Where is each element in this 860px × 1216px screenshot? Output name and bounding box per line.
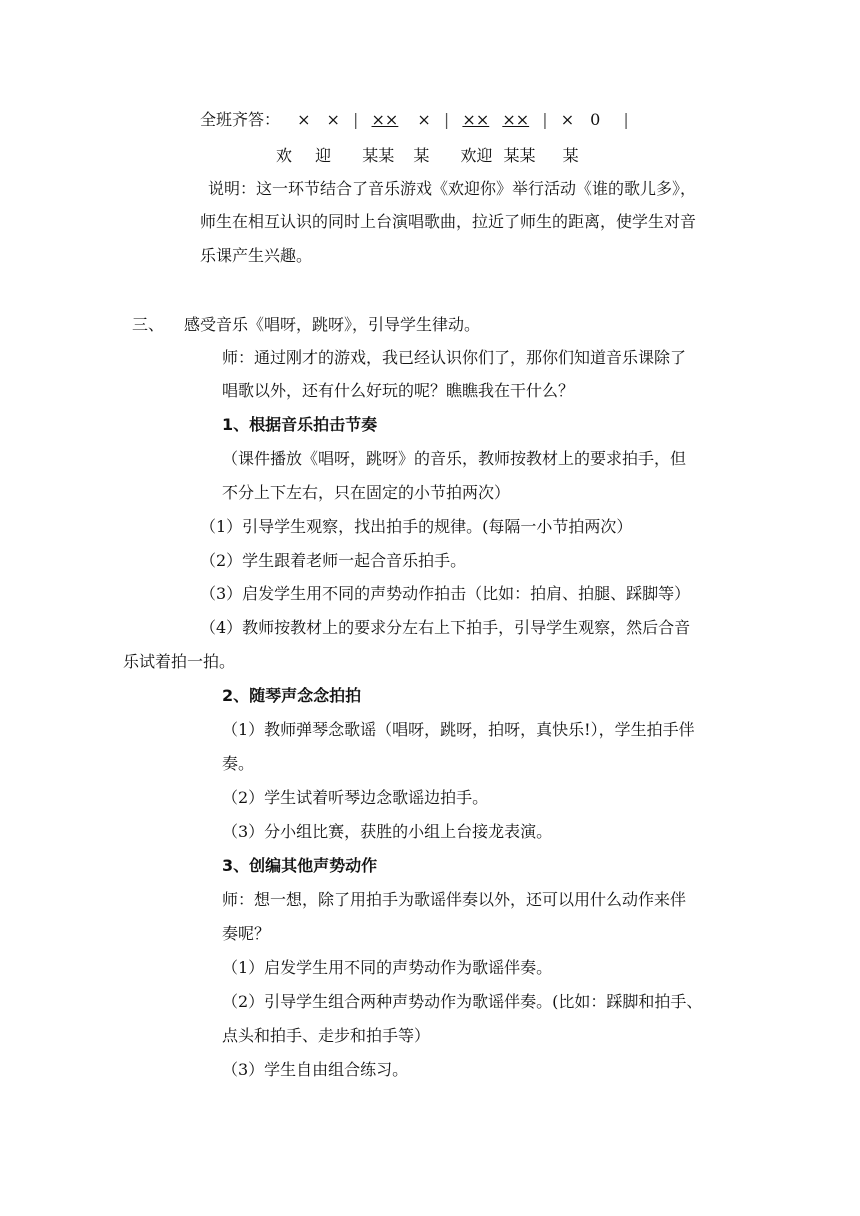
rhythm-measure-1: × × <box>297 110 340 129</box>
lyric-word: 某 <box>413 146 430 165</box>
rhythm-measure-4: × 0 <box>560 110 601 129</box>
section-number: 三、 <box>132 315 165 334</box>
body-line: 师：想一想，除了用拍手为歌谣伴奏以外，还可以用什么动作来伴 <box>222 890 687 909</box>
body-line: （1）启发学生用不同的声势动作为歌谣伴奏。 <box>222 958 553 977</box>
note-line: 说明：这一环节结合了音乐游戏《欢迎你》举行活动《谁的歌儿多》， <box>208 179 697 198</box>
lyric-word: 欢迎 <box>460 146 493 165</box>
rhythm-line <box>200 108 637 132</box>
lyric-word: 某某 <box>503 146 536 165</box>
rhythm-measure-3a: ×× <box>462 110 490 129</box>
lyric-word: 欢 <box>276 146 293 165</box>
body-line: 不分上下左右，只在固定的小节拍两次） <box>222 483 511 502</box>
rhythm-measure-2a: ×× <box>371 110 399 129</box>
body-line: （课件播放《唱呀，跳呀》的音乐，教师按教材上的要求拍手，但 <box>222 449 687 468</box>
body-line: （3）学生自由组合练习。 <box>222 1060 409 1079</box>
body-line: （1）引导学生观察，找出拍手的规律。(每隔一小节拍两次） <box>200 517 633 536</box>
section-title: 感受音乐《唱呀，跳呀》，引导学生律动。 <box>184 315 481 334</box>
lyric-word: 某某 <box>362 146 395 165</box>
note-line: 师生在相互认识的同时上台演唱歌曲，拉近了师生的距离，使学生对音 <box>200 212 697 231</box>
body-line: 奏呢？ <box>222 924 271 943</box>
body-line: 乐试着拍一拍。 <box>123 652 236 671</box>
body-line: 点头和拍手、走步和拍手等） <box>222 1026 431 1045</box>
body-line: （3）分小组比赛，获胜的小组上台接龙表演。 <box>222 822 553 841</box>
lyric-word: 某 <box>562 146 579 165</box>
body-line: （2）学生试着听琴边念歌谣边拍手。 <box>222 788 489 807</box>
subheading-3: 3、创编其他声势动作 <box>222 856 378 875</box>
body-line: （3）启发学生用不同的声势动作拍击（比如：拍肩、拍腿、踩脚等） <box>200 584 691 603</box>
body-line: 唱歌以外，还有什么好玩的呢？瞧瞧我在干什么？ <box>222 381 575 400</box>
bar-line: | <box>623 110 629 129</box>
bar-line: | <box>443 110 450 129</box>
body-line: 奏。 <box>222 754 255 773</box>
bar-line: | <box>353 110 359 129</box>
subheading-2: 2、随琴声念念拍拍 <box>222 686 362 705</box>
body-line: （2）引导学生组合两种声势动作为歌谣伴奏。(比如：踩脚和拍手、 <box>222 992 703 1011</box>
subheading-1: 1、根据音乐拍击节奏 <box>222 415 378 434</box>
bar-line: | <box>542 110 548 129</box>
rhythm-measure-2b: × <box>417 110 431 129</box>
body-line: 师：通过刚才的游戏，我已经认识你们了，那你们知道音乐课除了 <box>222 348 687 367</box>
rhythm-label: 全班齐答： <box>200 110 281 129</box>
rhythm-measure-3b: ×× <box>502 110 530 129</box>
body-line: （2）学生跟着老师一起合音乐拍手。 <box>200 551 467 570</box>
body-line: （4）教师按教材上的要求分左右上下拍手，引导学生观察，然后合音 <box>200 618 691 637</box>
rhythm-lyrics <box>276 145 579 167</box>
body-line: （1）教师弹琴念歌谣（唱呀，跳呀，拍呀，真快乐!），学生拍手伴 <box>222 720 695 739</box>
lyric-word: 迎 <box>315 146 332 165</box>
note-line: 乐课产生兴趣。 <box>200 246 313 265</box>
